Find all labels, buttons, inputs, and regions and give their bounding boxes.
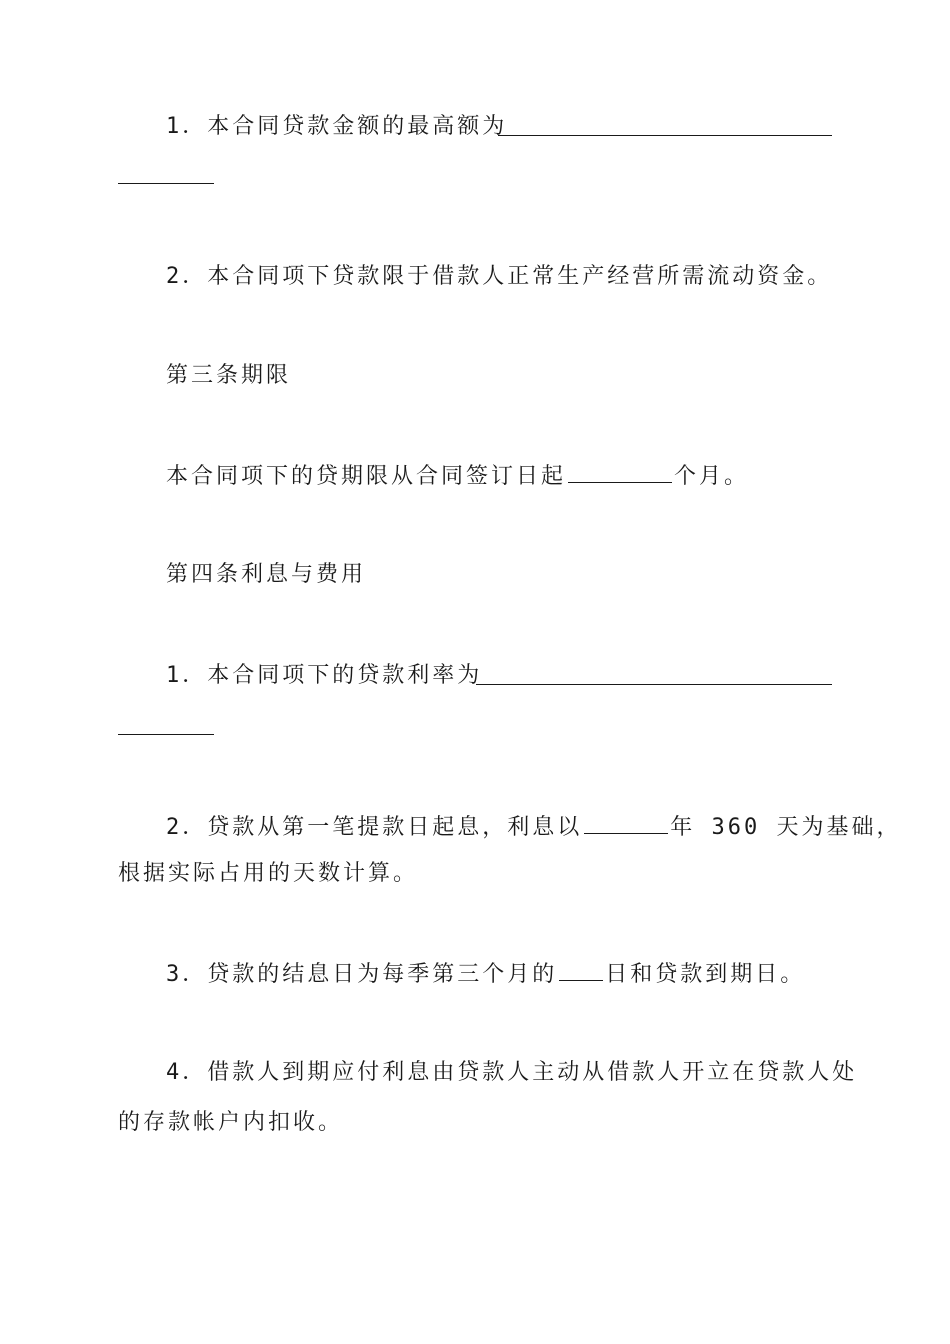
clause-interest-deduction-text: 4．借款人到期应付利息由贷款人主动从借款人开立在贷款人处 — [166, 1060, 858, 1085]
blank-interest-rate — [476, 684, 832, 685]
clause-interest-rate-text: 1．本合同项下的贷款利率为 — [166, 663, 483, 688]
clause-loan-amount — [166, 112, 838, 142]
clause-interest-basis-cont — [118, 859, 838, 889]
clause-interest-deduction — [166, 1058, 858, 1088]
blank-settlement-day — [559, 958, 603, 981]
blank-interest-basis — [584, 811, 668, 834]
blank-term-months — [568, 460, 672, 483]
clause-interest-rate — [166, 661, 838, 691]
article-4-title — [166, 560, 838, 590]
article-3-title-text: 第三条期限 — [166, 363, 292, 388]
clause-interest-basis — [166, 811, 902, 843]
clause-term-text-pre: 本合同项下的贷期限从合同签订日起 — [166, 464, 567, 489]
article-3-title — [166, 361, 838, 391]
clause-interest-deduction-cont — [118, 1108, 838, 1138]
blank-interest-rate-cont — [118, 734, 214, 735]
clause-loan-purpose-text: 2．本合同项下贷款限于借款人正常生产经营所需流动资金。 — [166, 264, 833, 289]
clause-settlement-date — [166, 958, 838, 990]
clause-term-text-post: 个月。 — [674, 464, 750, 489]
blank-loan-amount — [498, 135, 832, 136]
clause-settlement-date-text-post: 日和贷款到期日。 — [605, 962, 806, 987]
blank-loan-amount-cont — [118, 183, 214, 184]
article-4-title-text: 第四条利息与费用 — [166, 562, 367, 587]
clause-interest-basis-text-pre: 2．贷款从第一笔提款日起息，利息以 — [166, 815, 583, 840]
clause-loan-purpose — [166, 262, 838, 292]
clause-interest-deduction-cont-text: 的存款帐户内扣收。 — [118, 1110, 344, 1135]
clause-interest-basis-text-post: 年 360 天为基础， — [670, 815, 902, 840]
clause-settlement-date-text-pre: 3．贷款的结息日为每季第三个月的 — [166, 962, 558, 987]
clause-interest-basis-cont-text: 根据实际占用的天数计算。 — [118, 861, 419, 886]
clause-term — [166, 460, 838, 492]
clause-loan-amount-text: 1．本合同贷款金额的最高额为 — [166, 114, 508, 139]
